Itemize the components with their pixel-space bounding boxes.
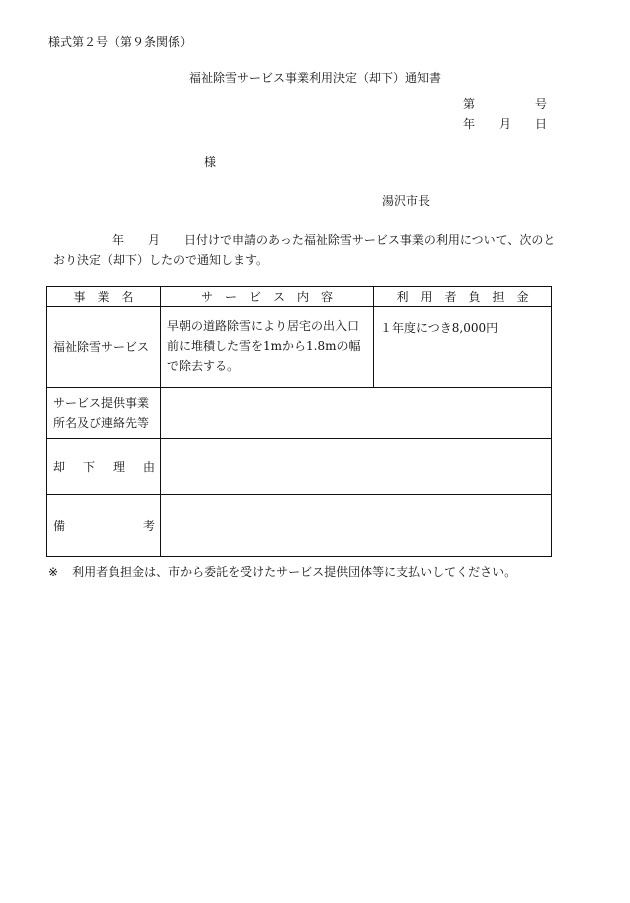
rejection-label-char: 下 [82,459,95,474]
header-user-burden: 利 用 者 負 担 金 [374,287,552,307]
header-service-content: サ ー ビ ス 内 容 [161,287,374,307]
service-decision-table [46,286,552,557]
header-business-name: 事 業 名 [47,287,161,307]
footnote-text: 利用者負担金は、市から委託を受けたサービス提供団体等に支払いしてください。 [72,565,517,579]
provider-label-line-1: サービス提供事業 [53,396,150,410]
table-row-service [47,307,552,388]
remarks-label-char: 考 [142,518,155,533]
table-row-provider [47,388,552,439]
issuer-name: 湯沢市長 [382,194,431,208]
table-row-rejection [47,439,552,495]
rejection-label-char: 理 [112,459,125,474]
document-title: 福祉除雪サービス事業利用決定（却下）通知書 [188,71,441,85]
footnote [48,566,516,578]
table-header-row [47,287,552,307]
cell-provider-value [161,388,552,439]
cell-rejection-value [161,439,552,495]
document-number-line: 第 号 [463,97,548,111]
rejection-label-char: 却 [53,459,66,474]
table-row-remarks [47,495,552,557]
provider-label-line-2: 所名及び連絡先等 [53,416,150,430]
body-text-line-1: 年 月 日付けで申請のあった福祉除雪サービス事業の利用について、次のと [112,233,556,247]
document-date-line: 年 月 日 [463,117,548,131]
cell-remarks-label [47,495,161,557]
cell-remarks-value [161,495,552,557]
cell-service-content: 早朝の道路除雪により居宅の出入口前に堆積した雪を1mから1.8mの幅で除去する。 [161,307,374,388]
cell-user-burden: １年度につき8,000円 [374,307,552,388]
footnote-mark: ※ [48,565,59,579]
body-text-line-2: おり決定（却下）したので通知します。 [53,253,269,267]
rejection-label-char: 由 [142,459,155,474]
cell-provider-label [47,388,161,439]
form-number-label: 様式第２号（第９条関係） [48,35,193,49]
cell-business-name: 福祉除雪サービス [47,307,161,388]
cell-rejection-label [47,439,161,495]
addressee-honorific: 様 [204,155,217,169]
remarks-label-char: 備 [53,518,66,533]
